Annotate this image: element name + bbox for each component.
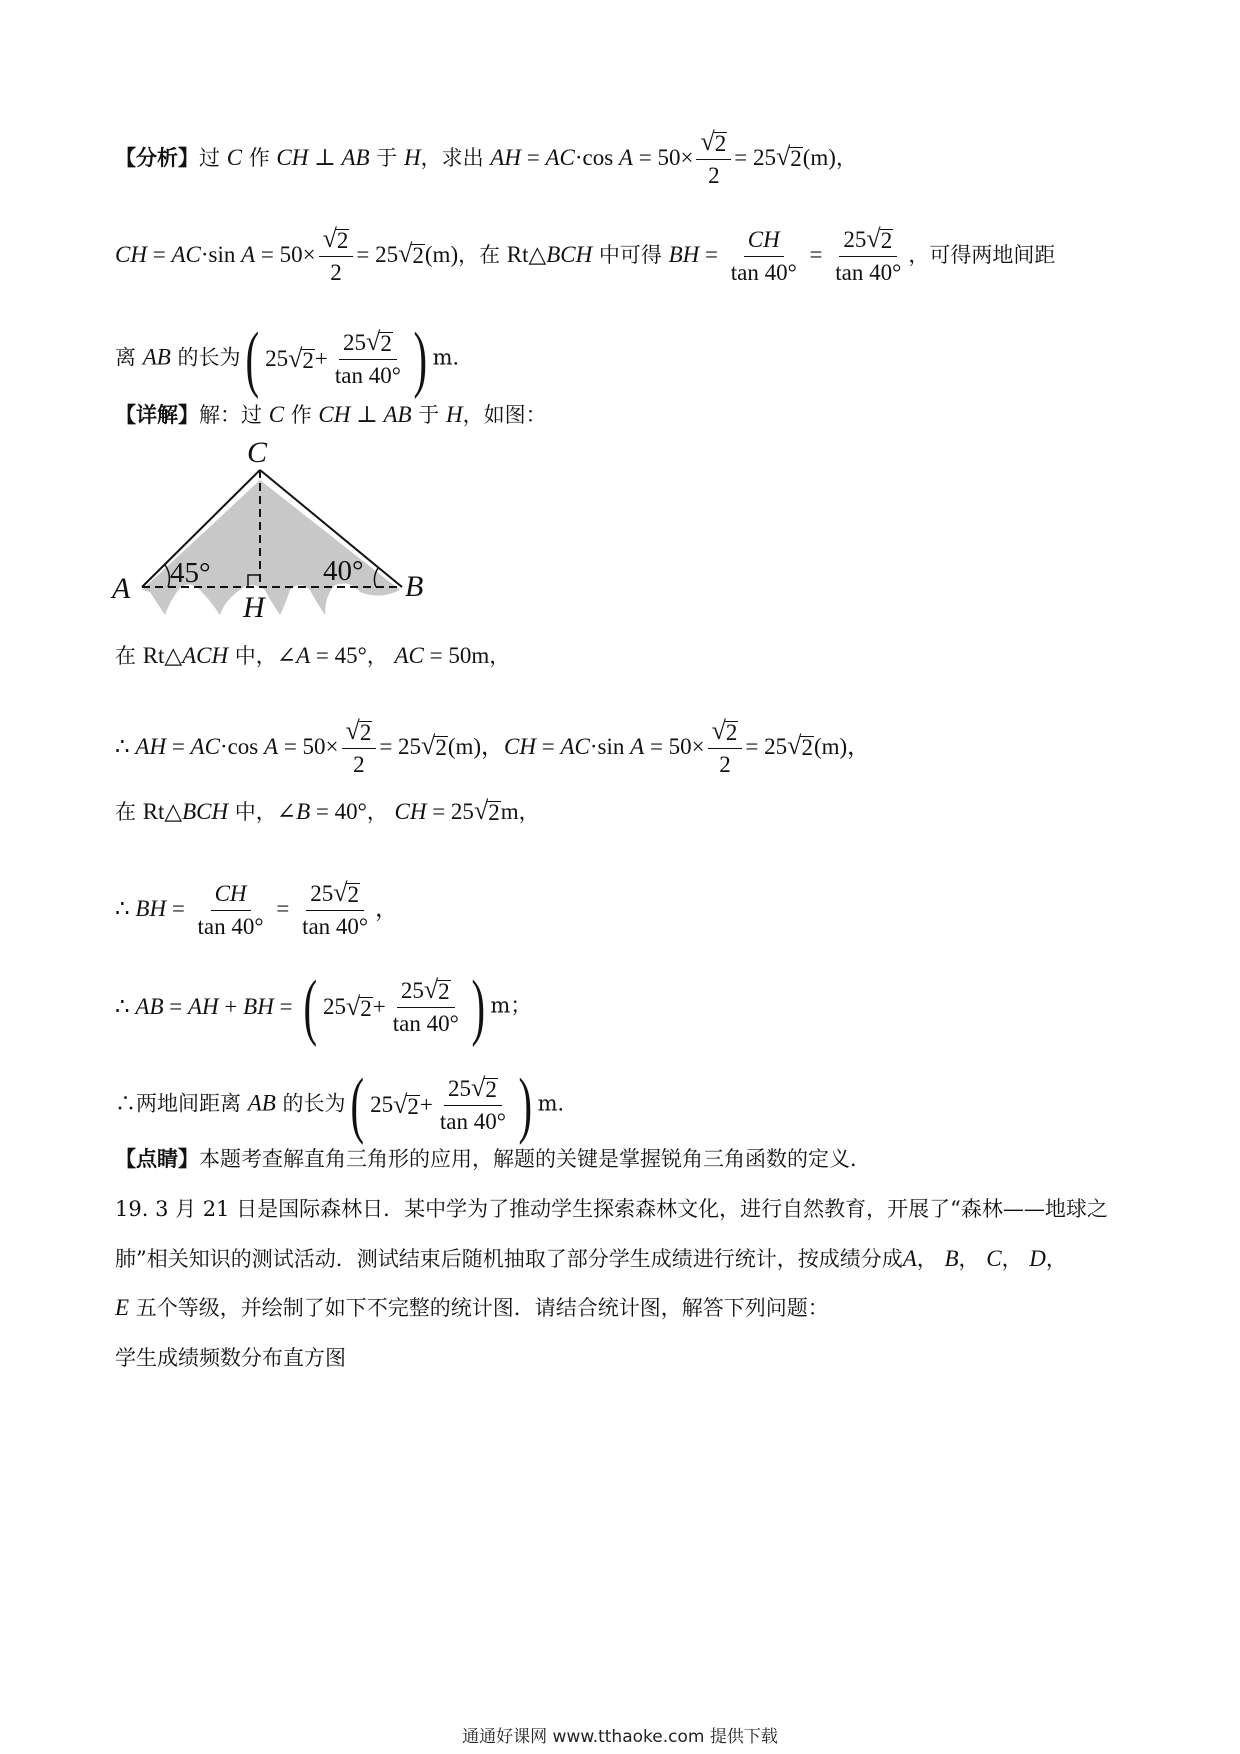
math: C <box>268 402 285 427</box>
text: ， <box>366 800 388 824</box>
text: ，如图： <box>462 403 547 427</box>
text: 中， <box>234 644 277 668</box>
formula-step6: ( 25 √ 2 + 25 √ 2 tan 40° ) <box>351 1064 533 1146</box>
formula-ch: CH = AC·sin A = 50× √ 2 2 = 25 √ 2 (m) <box>115 224 459 285</box>
math: ∠B = 40° <box>276 799 367 824</box>
label-c: C <box>247 440 268 469</box>
text: 作 <box>248 145 270 170</box>
text: ， <box>835 145 857 170</box>
detail-intro <box>115 400 1125 430</box>
formula-bh: BH = $\frac{CH}{\tan 40^\circ}$ = 25 √ 2 tan 40° <box>668 224 902 285</box>
formula-step4: ∴ BH = $\frac{CH}{\tan 40^\circ}$ = 25 √ 2 tan 40° ， <box>115 878 399 939</box>
step-4 <box>115 879 1125 942</box>
text: 中， <box>234 800 277 824</box>
comment-tag: 【点睛】 <box>115 1146 199 1171</box>
text: 解：过 <box>199 403 262 427</box>
text: 于 <box>418 403 440 427</box>
step-6 <box>115 1064 1125 1146</box>
comment-line <box>115 1144 1125 1174</box>
analysis-line-1 <box>115 128 1125 191</box>
text: 在 <box>115 644 136 668</box>
math: CH ⊥ AB <box>318 402 412 427</box>
text: ，求出 <box>420 145 484 170</box>
text: ，在 <box>458 242 501 267</box>
step-2 <box>115 717 1125 780</box>
label-a: A <box>112 572 131 605</box>
label-h: H <box>243 591 265 620</box>
math: Rt△BCH <box>506 241 593 267</box>
question-19-line-1: 19. 3 月 21 日是国际森林日．某中学为了推动学生探索森林文化，进行自然教育，开展了“森林——地球之 <box>115 1197 1108 1221</box>
step-5 <box>115 966 1125 1048</box>
text: 作 <box>290 403 312 427</box>
math: CH = 25 √ 2 m <box>394 796 519 825</box>
text: 的长为 <box>282 1091 346 1116</box>
question-19-line-3 <box>115 1293 1125 1323</box>
analysis-line-2 <box>115 225 1125 288</box>
math: H <box>403 144 421 170</box>
math: Rt△ACH <box>142 643 229 668</box>
text: 五个等级，并绘制了如下不完整的统计图．请结合统计图，解答下列问题： <box>135 1296 829 1320</box>
triangle-figure <box>110 440 440 620</box>
text: 离 <box>115 345 136 370</box>
text: m． <box>432 345 474 370</box>
label-b: B <box>405 570 424 603</box>
text: m； <box>490 993 532 1018</box>
text: ∴两地间距离 <box>115 1091 241 1116</box>
text: 于 <box>376 145 398 170</box>
footer: 通通好课网 www.tthaoke.com 提供下载 <box>462 1727 778 1747</box>
text: 的长为 <box>177 345 241 370</box>
math: Rt△BCH <box>142 799 229 824</box>
analysis-tag: 【分析】 <box>115 144 199 170</box>
formula-step2: ∴ AH = AC·cos A = 50× √ 2 2 = 25 √ 2 (m)，CH = AC·sin A = 50× √ 2 2 = 25 √ 2 (m)， <box>115 716 871 777</box>
formula-ah: AH = AC·cos A = 50× √ 2 2 = 25 √ 2 (m) <box>490 127 836 188</box>
math: C <box>226 144 243 170</box>
question-19-line-2 <box>115 1244 1125 1274</box>
analysis-line-3 <box>115 318 1125 400</box>
text: ， <box>1001 1247 1023 1271</box>
math: AB <box>247 1090 276 1116</box>
text: 过 <box>199 145 220 170</box>
math: CH ⊥ AB <box>276 144 370 170</box>
text: ， <box>958 1247 980 1271</box>
text: 中可得 <box>598 242 662 267</box>
text: ，可得两地间距 <box>908 242 1056 267</box>
grade-b: B <box>944 1246 959 1271</box>
text: ， <box>489 644 511 668</box>
math: AB <box>142 344 171 370</box>
detail-tag: 【详解】 <box>115 402 199 427</box>
text: ， <box>366 644 388 668</box>
grade-a: A <box>902 1246 917 1271</box>
math: H <box>445 402 463 427</box>
angle-a-label: 45° <box>170 557 211 589</box>
text: ， <box>518 800 540 824</box>
formula-ab: ( 25 √ 2 + 25 √ 2 tan 40° ) <box>246 318 428 400</box>
text: m． <box>537 1091 579 1116</box>
grade-c: C <box>986 1246 1002 1271</box>
formula-step5: ∴ AB = AH + BH = ( 25 √ 2 + 25 √ 2 tan 40° ) <box>115 966 485 1048</box>
grade-e: E <box>115 1295 130 1320</box>
text: 肺”相关知识的测试活动．测试结束后随机抽取了部分学生成绩进行统计，按成绩分成 <box>115 1247 903 1271</box>
step-3 <box>115 797 1125 827</box>
text: ， <box>916 1247 938 1271</box>
text: 在 <box>115 800 136 824</box>
step-1 <box>115 641 1125 671</box>
comment-text: 本题考查解直角三角形的应用，解题的关键是掌握锐角三角函数的定义． <box>199 1147 871 1171</box>
angle-b-label: 40° <box>323 555 364 587</box>
math: AC = 50m <box>394 643 490 668</box>
histogram-title: 学生成绩频数分布直方图 <box>115 1346 346 1370</box>
math: ∠A = 45° <box>276 643 367 668</box>
text: ， <box>1045 1247 1067 1271</box>
grade-d: D <box>1029 1246 1046 1271</box>
